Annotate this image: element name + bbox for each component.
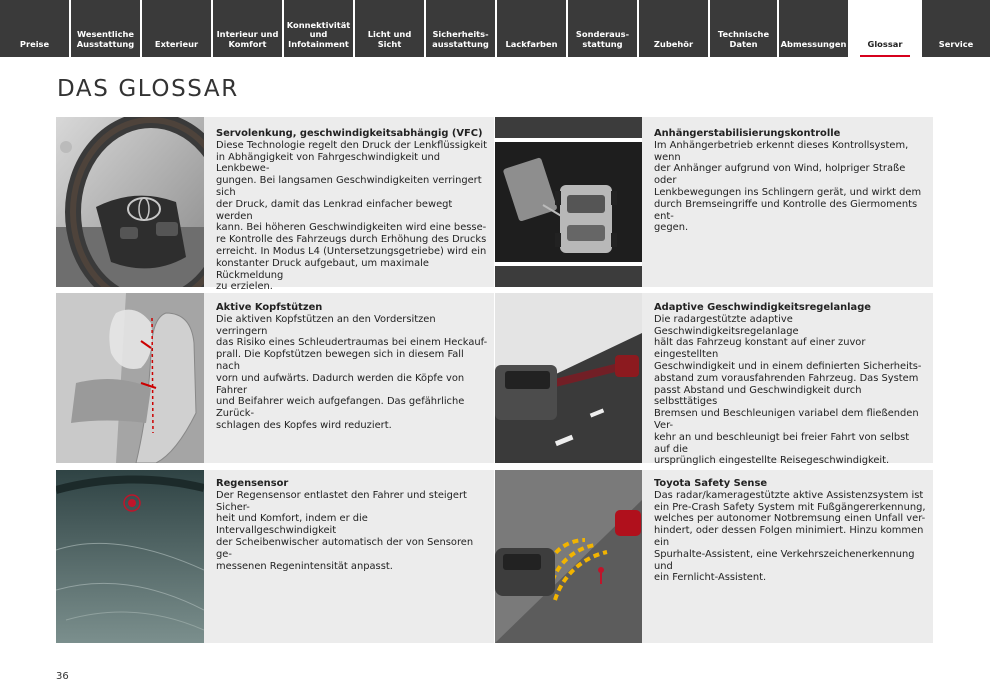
entry-title: Aktive Kopfstützen bbox=[216, 302, 323, 313]
steering-wheel-image bbox=[56, 117, 204, 287]
safety-sense-image bbox=[495, 470, 642, 643]
entry-text bbox=[654, 478, 926, 584]
tab-label: Exterieur bbox=[154, 38, 199, 49]
entry-body: Das radar/kameragestützte aktive Assistenzsystem ist ein Pre-Crash Safety System mit Fußgängererkennung, welches per autonomer Notbremsung einen Unfall ver- hindert, oder dessen Folgen minimiert. Hinzu kommen ein Spurhalte-Assistent, eine Verkehrszeichenerkennung und ein Fernlicht-Assistent. bbox=[654, 489, 926, 584]
tab-label: Abmessungen bbox=[780, 38, 847, 49]
tab-interieur-komfort[interactable] bbox=[213, 0, 282, 57]
entry-title: Servolenkung, geschwindigkeitsabhängig (VFC) bbox=[216, 128, 483, 139]
page-number: 36 bbox=[56, 671, 69, 682]
glossary-entry-acc bbox=[495, 293, 933, 467]
entry-body: Die radargestützte adaptive Geschwindigkeitsregelanlage hält das Fahrzeug konstant auf einer zuvor eingestellten Geschwindigkeit und in einem definierten Sicherheits- abstand zum vorausfahrenden Fahrzeug. Das System passt Abstand und Geschwindigkeit durch selbsttätiges Bremsen und Beschleunigen variabel dem fließenden Ver- kehr an und beschleunigt bei freier Fahrt von selbst auf die ursprünglich eingestellte Reisegeschwindigkeit. bbox=[654, 313, 922, 467]
tab-glossar[interactable] bbox=[850, 0, 920, 57]
entry-title: Toyota Safety Sense bbox=[654, 478, 768, 489]
entry-body: Die aktiven Kopfstützen an den Vordersitzen verringern das Risiko eines Schleudertraumas bei einem Heckauf- prall. Die Kopfstützen bewegen sich in diesem Fall nach vorn und aufwärts. Dadurch werden die Köpfe von Fahrer und Beifahrer weich aufgefangen. Das gefährliche Zurück- schlagen des Kopfes wird reduziert. bbox=[216, 313, 488, 431]
tab-sonderausstattung[interactable] bbox=[568, 0, 637, 57]
tab-label: Zubehör bbox=[653, 38, 694, 49]
tab-zubehoer[interactable] bbox=[639, 0, 708, 57]
tab-label: Service bbox=[938, 38, 974, 49]
tab-konnektivitaet[interactable] bbox=[284, 0, 353, 57]
active-headrest-image bbox=[56, 293, 204, 463]
active-tab-indicator bbox=[860, 55, 910, 57]
entry-text bbox=[216, 478, 488, 572]
glossary-entry-regensensor bbox=[56, 470, 494, 643]
entry-text bbox=[216, 302, 488, 432]
tab-abmessungen[interactable] bbox=[779, 0, 848, 57]
tab-exterieur[interactable] bbox=[142, 0, 211, 57]
trailer-stability-image bbox=[495, 117, 642, 287]
entry-title: Regensensor bbox=[216, 478, 289, 489]
entry-title: Adaptive Geschwindigkeitsregelanlage bbox=[654, 302, 871, 313]
tab-licht-sicht[interactable] bbox=[355, 0, 424, 57]
tab-preise[interactable] bbox=[0, 0, 69, 57]
entry-text bbox=[654, 128, 926, 234]
glossary-entry-safety-sense bbox=[495, 470, 933, 643]
entry-text bbox=[654, 302, 926, 467]
glossary-entry-kopfstuetzen bbox=[56, 293, 494, 463]
tab-label: Wesentliche Ausstattung bbox=[76, 29, 135, 49]
glossary-entry-anhaenger bbox=[495, 117, 933, 287]
tab-label: Preise bbox=[19, 38, 50, 49]
tab-lackfarben[interactable] bbox=[497, 0, 566, 57]
tab-technische-daten[interactable] bbox=[710, 0, 777, 57]
top-navigation bbox=[0, 0, 990, 57]
page-title: DAS GLOSSAR bbox=[57, 76, 239, 102]
entry-body: Diese Technologie regelt den Druck der Lenkflüssigkeit in Abhängigkeit von Fahrgeschwindigkeit und Lenkbewe- gungen. Bei langsamen Geschwindigkeiten verringert sich der Druck, damit das Lenkrad einfacher bewegt werden kann. Bei höheren Geschwindigkeiten wird eine besse- re Kontrolle des Fahrzeugs durch Erhöhung des Drucks erreicht. In Modus L4 (Untersetzungsgetriebe) wird ein konstanter Druck aufgebaut, um maximale Rückmeldung zu erzielen. bbox=[216, 139, 487, 293]
tab-service[interactable] bbox=[922, 0, 990, 57]
tab-label: Technische Daten bbox=[717, 29, 770, 49]
tab-label: Konnektivität und Infotainment bbox=[286, 19, 351, 49]
tab-label: Sonderaus- stattung bbox=[575, 29, 630, 49]
tab-sicherheitsausstattung[interactable] bbox=[426, 0, 495, 57]
entry-title: Anhängerstabilisierungskontrolle bbox=[654, 128, 841, 139]
tab-label: Interieur und Komfort bbox=[216, 29, 279, 49]
tab-label: Lackfarben bbox=[505, 38, 558, 49]
entry-body: Im Anhängerbetrieb erkennt dieses Kontrollsystem, wenn der Anhänger aufgrund von Wind, holpriger Straße oder Lenkbewegungen ins Schlingern gerät, und wirkt dem durch Bremseingriffe und Kontrolle des Giermoments ent- gegen. bbox=[654, 139, 922, 234]
glossary-entry-servolenkung bbox=[56, 117, 494, 293]
tab-label: Sicherheits- ausstattung bbox=[432, 29, 489, 49]
tab-label: Glossar bbox=[867, 38, 903, 49]
adaptive-cruise-image bbox=[495, 293, 642, 463]
entry-text bbox=[216, 128, 488, 293]
tab-label: Licht und Sicht bbox=[367, 29, 412, 49]
tab-wesentliche-ausstattung[interactable] bbox=[71, 0, 140, 57]
entry-body: Der Regensensor entlastet den Fahrer und steigert Sicher- heit und Komfort, indem er die Intervallgeschwindigkeit der Scheibenwischer automatisch der von Sensoren ge- messenen Regenintensität anpasst. bbox=[216, 489, 474, 572]
rain-sensor-image bbox=[56, 470, 204, 643]
